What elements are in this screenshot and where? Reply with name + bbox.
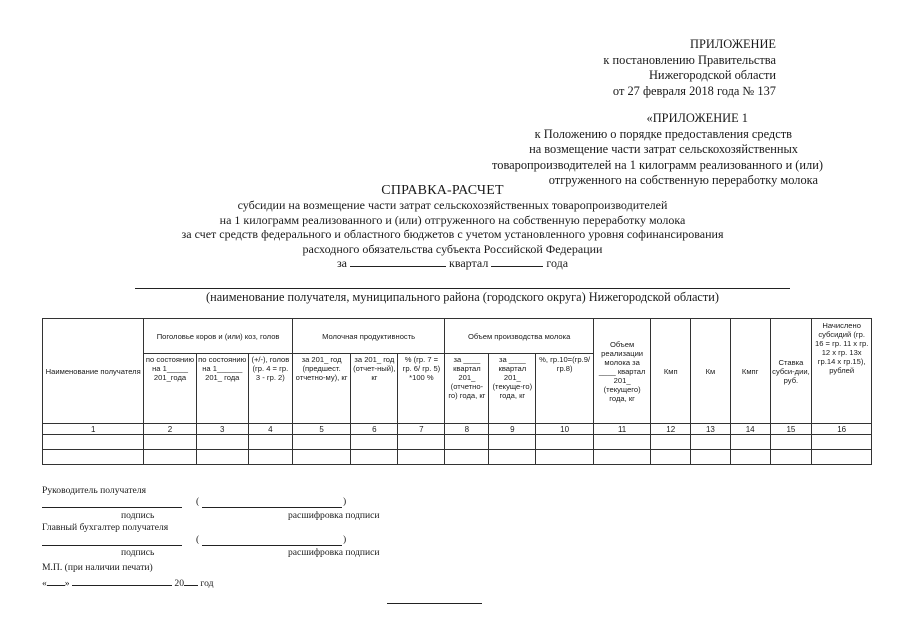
table-cell[interactable] xyxy=(398,435,445,450)
col-number: 10 xyxy=(536,424,594,435)
head-decoding-open: ( xyxy=(196,496,200,507)
document-title: СПРАВКА-РАСЧЕТ xyxy=(381,183,504,198)
col-number: 15 xyxy=(770,424,812,435)
accountant-signature-line[interactable] xyxy=(42,545,182,546)
group-production-header: Объем производства молока xyxy=(445,319,593,354)
col-kmp-header: Кмп xyxy=(651,319,691,424)
period-line xyxy=(120,256,785,271)
calculation-table xyxy=(42,318,872,465)
col-number: 6 xyxy=(351,424,398,435)
column-numbers-row xyxy=(43,424,872,435)
appendix1-line: на возмещение части затрат сельскохозяйственных xyxy=(529,142,798,156)
table-cell[interactable] xyxy=(144,435,196,450)
table-cell[interactable] xyxy=(398,450,445,465)
table-cell[interactable] xyxy=(248,450,292,465)
subtitle-line: субсидии на возмещение части затрат сельскохозяйственных товаропроизводителей xyxy=(237,198,668,212)
table-cell[interactable] xyxy=(691,450,731,465)
table-cell[interactable] xyxy=(812,450,872,465)
recipient-caption: (наименование получателя, муниципального района (городского округа) Нижегородской области) xyxy=(206,290,719,304)
col-number: 5 xyxy=(292,424,351,435)
col-number: 3 xyxy=(196,424,248,435)
appendix1-header xyxy=(470,111,823,189)
table-row xyxy=(43,435,872,450)
period-year-word: года xyxy=(546,256,569,270)
period-prefix: за xyxy=(336,256,348,270)
sub-cows-3: (+/-), голов (гр. 4 = гр. 3 - гр. 2) xyxy=(248,354,292,424)
table-cell[interactable] xyxy=(770,450,812,465)
sub-yield-1: за 201_ год (предшест. отчетно-му), кг xyxy=(292,354,351,424)
document-subtitle xyxy=(120,198,785,271)
accountant-decoding-line[interactable] xyxy=(202,545,342,546)
period-quarter-word: квартал xyxy=(449,256,489,270)
appendix-title: ПРИЛОЖЕНИЕ xyxy=(690,37,776,51)
col-number: 12 xyxy=(651,424,691,435)
appendix1-title: «ПРИЛОЖЕНИЕ 1 xyxy=(646,111,748,125)
appendix-header xyxy=(480,37,776,99)
table-cell[interactable] xyxy=(445,450,489,465)
table-cell[interactable] xyxy=(691,435,731,450)
head-label: Руководитель получателя xyxy=(42,485,146,496)
col-number: 2 xyxy=(144,424,196,435)
col-number: 9 xyxy=(489,424,536,435)
head-decoding-line[interactable] xyxy=(202,507,342,508)
table-cell[interactable] xyxy=(536,435,594,450)
subtitle-line: на 1 килограмм реализованного и (или) отгруженного на собственную переработку молока xyxy=(219,212,686,227)
col-name-header: Наименование получателя xyxy=(43,319,144,424)
table-cell[interactable] xyxy=(489,450,536,465)
table-cell[interactable] xyxy=(196,450,248,465)
col-number: 7 xyxy=(398,424,445,435)
table-cell[interactable] xyxy=(536,450,594,465)
col-rate-header: Ставка субси-дии, руб. xyxy=(770,319,812,424)
table-cell[interactable] xyxy=(351,450,398,465)
head-decoding-close: ) xyxy=(343,496,347,507)
date-day-blank[interactable] xyxy=(47,577,65,586)
head-decoding-caption: расшифровка подписи xyxy=(288,510,380,521)
head-signature-caption: подпись xyxy=(121,510,155,521)
col-sales-header: Объем реализации молока за ____ квартал 201_ (текущего) года, кг xyxy=(593,319,650,424)
group-milk-yield-header: Молочная продуктивность xyxy=(292,319,445,354)
table-cell[interactable] xyxy=(651,435,691,450)
date-year-prefix: 20 xyxy=(174,578,184,589)
table-cell[interactable] xyxy=(651,450,691,465)
table-cell[interactable] xyxy=(248,435,292,450)
table-cell[interactable] xyxy=(351,435,398,450)
table-cell[interactable] xyxy=(593,435,650,450)
col-km-header: Км xyxy=(691,319,731,424)
table-cell[interactable] xyxy=(730,435,770,450)
date-year-blank[interactable] xyxy=(184,577,198,586)
appendix1-line: к Положению о порядке предоставления средств xyxy=(534,126,792,141)
table-cell[interactable] xyxy=(489,435,536,450)
date-year-suffix: год xyxy=(200,578,214,589)
accountant-decoding-close: ) xyxy=(343,534,347,545)
table-cell[interactable] xyxy=(144,450,196,465)
col-number: 16 xyxy=(812,424,872,435)
sub-yield-3: % (гр. 7 = гр. 6/ гр. 5) *100 % xyxy=(398,354,445,424)
col-number: 8 xyxy=(445,424,489,435)
date-open-quote: « xyxy=(42,578,47,589)
table-cell[interactable] xyxy=(730,450,770,465)
table-cell[interactable] xyxy=(292,450,351,465)
date-month-blank[interactable] xyxy=(72,577,172,586)
table-cell[interactable] xyxy=(43,435,144,450)
accountant-signature-caption: подпись xyxy=(121,547,155,558)
col-number: 1 xyxy=(43,424,144,435)
quarter-blank[interactable] xyxy=(350,256,446,267)
sub-prod-1: за ____ квартал 201_ (отчетно-го) года, кг xyxy=(445,354,489,424)
group-cows-header: Поголовье коров и (или) коз, голов xyxy=(144,319,292,354)
appendix1-line: отгруженного на собственную переработку молока xyxy=(548,173,818,187)
sub-cows-2: по состоянию на 1______ 201_ года xyxy=(196,354,248,424)
col-number: 14 xyxy=(730,424,770,435)
accountant-decoding-caption: расшифровка подписи xyxy=(288,547,380,558)
header-row-1 xyxy=(43,319,872,354)
seal-label: М.П. (при наличии печати) xyxy=(42,562,153,573)
appendix-line: Нижегородской области xyxy=(648,68,776,82)
sub-cows-1: по состоянию на 1_____ 201_года xyxy=(144,354,196,424)
subtitle-line: за счет средств федерального и областного бюджетов с учетом установленного уровня софинансирования xyxy=(181,227,724,241)
table-cell[interactable] xyxy=(770,435,812,450)
appendix1-line: товаропроизводителей на 1 килограмм реализованного и (или) xyxy=(492,157,823,172)
table-cell[interactable] xyxy=(812,435,872,450)
col-accrued-header: Начислено субсидий (гр. 16 = гр. 11 х гр. 12 х гр. 13х гр.14 х гр.15), рублей xyxy=(812,319,872,424)
col-number: 4 xyxy=(248,424,292,435)
subtitle-line: расходного обязательства субъекта Российской Федерации xyxy=(302,241,603,256)
table-cell[interactable] xyxy=(292,435,351,450)
appendix-line: к постановлению Правительства xyxy=(603,52,776,67)
col-number: 13 xyxy=(691,424,731,435)
year-blank[interactable] xyxy=(491,256,543,267)
table-row xyxy=(43,450,872,465)
table-cell[interactable] xyxy=(593,450,650,465)
sub-prod-3: %, гр.10=(гр.9/ гр.8) xyxy=(536,354,594,424)
sub-yield-2: за 201_ год (отчет-ный), кг xyxy=(351,354,398,424)
appendix-line: от 27 февраля 2018 года № 137 xyxy=(612,83,776,98)
sub-prod-2: за ____ квартал 201_ (текуще-го) года, кг xyxy=(489,354,536,424)
date-close-quote: » xyxy=(64,578,70,589)
closing-separator xyxy=(387,603,482,604)
date-line xyxy=(42,577,214,589)
col-kmpg-header: Кмпг xyxy=(730,319,770,424)
table-cell[interactable] xyxy=(196,435,248,450)
col-number: 11 xyxy=(593,424,650,435)
table-cell[interactable] xyxy=(445,435,489,450)
head-signature-line[interactable] xyxy=(42,507,182,508)
accountant-decoding-open: ( xyxy=(196,534,200,545)
accountant-label: Главный бухгалтер получателя xyxy=(42,522,169,533)
recipient-name-line[interactable] xyxy=(135,288,790,289)
table-cell[interactable] xyxy=(43,450,144,465)
